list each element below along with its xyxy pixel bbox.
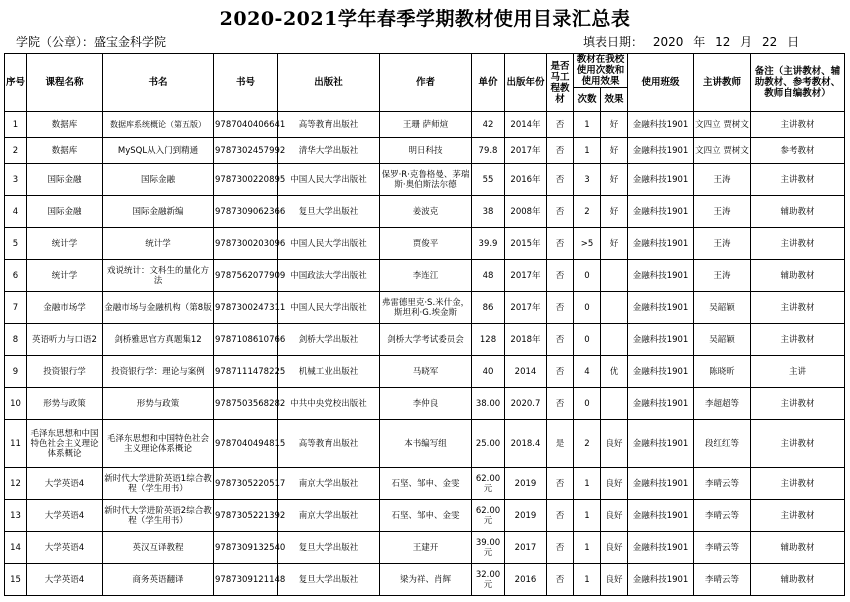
- table-row[interactable]: [5, 532, 845, 564]
- cell-maji[interactable]: 否: [547, 164, 574, 196]
- cell-seq[interactable]: 3: [5, 164, 27, 196]
- cell-teacher[interactable]: 李晴云等: [694, 532, 751, 564]
- cell-price[interactable]: 25.00: [472, 420, 505, 468]
- table-row[interactable]: [5, 388, 845, 420]
- cell-book[interactable]: MySQL从入门到精通: [103, 138, 214, 164]
- cell-author[interactable]: 王建开: [380, 532, 472, 564]
- cell-author[interactable]: 王珊 萨师煊: [380, 112, 472, 138]
- cell-book[interactable]: 金融市场与金融机构（第8版: [103, 292, 214, 324]
- cell-class[interactable]: 金融科技1901: [628, 468, 694, 500]
- header-maji: 是否马工程教材: [547, 54, 574, 112]
- cell-effect[interactable]: 良好: [601, 564, 628, 596]
- school-name: 盛宝金科学院: [94, 35, 167, 49]
- cell-book[interactable]: 新时代大学进阶英语1综合教程（学生用书）: [103, 468, 214, 500]
- cell-price[interactable]: 79.8: [472, 138, 505, 164]
- cell-effect[interactable]: 好: [601, 164, 628, 196]
- cell-maji[interactable]: 是: [547, 420, 574, 468]
- cell-isbn[interactable]: 9787300203096: [214, 228, 278, 260]
- cell-course[interactable]: 国际金融: [27, 196, 103, 228]
- cell-book[interactable]: 数据库系统概论（第五版）: [103, 112, 214, 138]
- cell-year[interactable]: 2014年: [505, 112, 547, 138]
- cell-times[interactable]: 1: [574, 112, 601, 138]
- cell-times[interactable]: 1: [574, 532, 601, 564]
- cell-book[interactable]: 统计学: [103, 228, 214, 260]
- cell-seq[interactable]: 12: [5, 468, 27, 500]
- cell-year[interactable]: 2016: [505, 564, 547, 596]
- table-row[interactable]: [5, 292, 845, 324]
- table-row[interactable]: [5, 500, 845, 532]
- cell-course[interactable]: 数据库: [27, 138, 103, 164]
- cell-course[interactable]: 数据库: [27, 112, 103, 138]
- cell-teacher[interactable]: 李晴云等: [694, 468, 751, 500]
- cell-class[interactable]: 金融科技1901: [628, 228, 694, 260]
- cell-class[interactable]: 金融科技1901: [628, 196, 694, 228]
- cell-effect[interactable]: 好: [601, 196, 628, 228]
- cell-teacher[interactable]: 王涛: [694, 228, 751, 260]
- cell-class[interactable]: 金融科技1901: [628, 420, 694, 468]
- cell-publisher[interactable]: 清华大学出版社: [278, 138, 380, 164]
- cell-maji[interactable]: 否: [547, 468, 574, 500]
- cell-remark[interactable]: 主讲教材: [751, 420, 845, 468]
- cell-seq[interactable]: 13: [5, 500, 27, 532]
- cell-course[interactable]: 大学英语4: [27, 500, 103, 532]
- cell-remark[interactable]: 主讲教材: [751, 112, 845, 138]
- fill-date: [583, 33, 805, 51]
- cell-teacher[interactable]: 王涛: [694, 260, 751, 292]
- cell-isbn[interactable]: 9787309132540: [214, 532, 278, 564]
- cell-year[interactable]: 2016年: [505, 164, 547, 196]
- cell-maji[interactable]: 否: [547, 260, 574, 292]
- cell-course[interactable]: 大学英语4: [27, 532, 103, 564]
- cell-teacher[interactable]: 李晴云等: [694, 500, 751, 532]
- cell-teacher[interactable]: 李晴云等: [694, 564, 751, 596]
- page-title: 2020-2021学年春季学期教材使用目录汇总表: [219, 8, 631, 30]
- cell-isbn[interactable]: 9787108610766: [214, 324, 278, 356]
- cell-maji[interactable]: 否: [547, 356, 574, 388]
- header-class: 使用班级: [628, 54, 694, 112]
- cell-maji[interactable]: 否: [547, 228, 574, 260]
- cell-effect[interactable]: [601, 260, 628, 292]
- cell-author[interactable]: 保罗·R·克鲁格曼、茅瑞斯·奥伯斯法尔德: [380, 164, 472, 196]
- cell-remark[interactable]: 主讲: [751, 356, 845, 388]
- cell-teacher[interactable]: 段红红等: [694, 420, 751, 468]
- cell-book[interactable]: 国际金融: [103, 164, 214, 196]
- cell-author[interactable]: 剑桥大学考试委员会: [380, 324, 472, 356]
- table-row[interactable]: [5, 112, 845, 138]
- cell-times[interactable]: 1: [574, 500, 601, 532]
- cell-seq[interactable]: 2: [5, 138, 27, 164]
- cell-year[interactable]: 2015年: [505, 228, 547, 260]
- cell-class[interactable]: 金融科技1901: [628, 532, 694, 564]
- cell-price[interactable]: 38.00: [472, 388, 505, 420]
- cell-year[interactable]: 2017年: [505, 292, 547, 324]
- cell-remark[interactable]: 主讲教材: [751, 468, 845, 500]
- cell-class[interactable]: 金融科技1901: [628, 564, 694, 596]
- cell-times[interactable]: 0: [574, 260, 601, 292]
- cell-price[interactable]: 62.00元: [472, 500, 505, 532]
- cell-class[interactable]: 金融科技1901: [628, 356, 694, 388]
- cell-year[interactable]: 2019: [505, 500, 547, 532]
- date-month: 12: [715, 35, 731, 49]
- header-isbn: 书号: [214, 54, 278, 112]
- cell-class[interactable]: 金融科技1901: [628, 324, 694, 356]
- date-day-unit: 日: [787, 35, 800, 49]
- cell-author[interactable]: 梁为祥、肖辉: [380, 564, 472, 596]
- cell-remark[interactable]: 主讲教材: [751, 388, 845, 420]
- cell-effect[interactable]: 好: [601, 112, 628, 138]
- cell-seq[interactable]: 11: [5, 420, 27, 468]
- cell-year[interactable]: 2018.4: [505, 420, 547, 468]
- cell-times[interactable]: >5: [574, 228, 601, 260]
- cell-year[interactable]: 2017年: [505, 260, 547, 292]
- cell-year[interactable]: 2008年: [505, 196, 547, 228]
- cell-class[interactable]: 金融科技1901: [628, 112, 694, 138]
- cell-times[interactable]: 2: [574, 196, 601, 228]
- cell-book[interactable]: 投资银行学：理论与案例: [103, 356, 214, 388]
- cell-teacher[interactable]: 吴韶颖: [694, 324, 751, 356]
- cell-maji[interactable]: 否: [547, 500, 574, 532]
- header-effect: 效果: [601, 88, 628, 112]
- cell-year[interactable]: 2018年: [505, 324, 547, 356]
- cell-seq[interactable]: 15: [5, 564, 27, 596]
- cell-effect[interactable]: 好: [601, 228, 628, 260]
- cell-publisher[interactable]: 中国人民大学出版社: [278, 164, 380, 196]
- cell-effect[interactable]: 良好: [601, 468, 628, 500]
- cell-maji[interactable]: 否: [547, 196, 574, 228]
- cell-price[interactable]: 86: [472, 292, 505, 324]
- cell-seq[interactable]: 1: [5, 112, 27, 138]
- cell-remark[interactable]: 主讲教材: [751, 164, 845, 196]
- cell-isbn[interactable]: 9787562077909: [214, 260, 278, 292]
- cell-class[interactable]: 金融科技1901: [628, 138, 694, 164]
- cell-price[interactable]: 128: [472, 324, 505, 356]
- cell-author[interactable]: 贾俊平: [380, 228, 472, 260]
- cell-author[interactable]: 石坚、邹申、金雯: [380, 500, 472, 532]
- cell-isbn[interactable]: 9787309121148: [214, 564, 278, 596]
- cell-course[interactable]: 统计学: [27, 228, 103, 260]
- cell-seq[interactable]: 6: [5, 260, 27, 292]
- cell-times[interactable]: 0: [574, 324, 601, 356]
- cell-price[interactable]: 48: [472, 260, 505, 292]
- cell-publisher[interactable]: 中国人民大学出版社: [278, 228, 380, 260]
- cell-publisher[interactable]: 复旦大学出版社: [278, 532, 380, 564]
- cell-publisher[interactable]: 中国人民大学出版社: [278, 292, 380, 324]
- cell-isbn[interactable]: 9787503568282: [214, 388, 278, 420]
- cell-class[interactable]: 金融科技1901: [628, 500, 694, 532]
- cell-course[interactable]: 大学英语4: [27, 564, 103, 596]
- cell-isbn[interactable]: 9787040494815: [214, 420, 278, 468]
- cell-effect[interactable]: 良好: [601, 420, 628, 468]
- cell-times[interactable]: 3: [574, 164, 601, 196]
- cell-remark[interactable]: 主讲教材: [751, 324, 845, 356]
- date-label: 填表日期：: [583, 35, 644, 49]
- cell-book[interactable]: 形势与政策: [103, 388, 214, 420]
- cell-seq[interactable]: 7: [5, 292, 27, 324]
- table-row[interactable]: [5, 468, 845, 500]
- cell-course[interactable]: 统计学: [27, 260, 103, 292]
- cell-times[interactable]: 2: [574, 420, 601, 468]
- cell-author[interactable]: 姜波克: [380, 196, 472, 228]
- cell-publisher[interactable]: 南京大学出版社: [278, 500, 380, 532]
- cell-seq[interactable]: 5: [5, 228, 27, 260]
- cell-teacher[interactable]: 王涛: [694, 164, 751, 196]
- cell-year[interactable]: 2019: [505, 468, 547, 500]
- cell-effect[interactable]: 良好: [601, 532, 628, 564]
- header-course: 课程名称: [27, 54, 103, 112]
- cell-book[interactable]: 新时代大学进阶英语2综合教程（学生用书）: [103, 500, 214, 532]
- table-row[interactable]: [5, 138, 845, 164]
- cell-isbn[interactable]: 9787309062366: [214, 196, 278, 228]
- cell-isbn[interactable]: 9787305221392: [214, 500, 278, 532]
- cell-author[interactable]: 马晓军: [380, 356, 472, 388]
- cell-times[interactable]: 4: [574, 356, 601, 388]
- cell-book[interactable]: 英汉互译教程: [103, 532, 214, 564]
- cell-isbn[interactable]: 9787302457992: [214, 138, 278, 164]
- date-year-unit: 年: [693, 35, 706, 49]
- cell-effect[interactable]: 良好: [601, 500, 628, 532]
- cell-price[interactable]: 39.00元: [472, 532, 505, 564]
- header-usage: 教材在我校使用次数和使用效果: [574, 54, 628, 88]
- header-teacher: 主讲教师: [694, 54, 751, 112]
- table-row[interactable]: [5, 196, 845, 228]
- header-times: 次数: [574, 88, 601, 112]
- cell-price[interactable]: 32.00元: [472, 564, 505, 596]
- textbook-table: [4, 53, 845, 596]
- cell-publisher[interactable]: 高等教育出版社: [278, 420, 380, 468]
- header-publisher: 出版社: [278, 54, 380, 112]
- cell-author[interactable]: 弗雷德里克·S.米什金，斯坦利·G.埃金斯: [380, 292, 472, 324]
- cell-price[interactable]: 38: [472, 196, 505, 228]
- cell-remark[interactable]: 主讲教材: [751, 228, 845, 260]
- cell-book[interactable]: 毛泽东思想和中国特色社会主义理论体系概论: [103, 420, 214, 468]
- cell-course[interactable]: 大学英语4: [27, 468, 103, 500]
- cell-price[interactable]: 42: [472, 112, 505, 138]
- header-author: 作者: [380, 54, 472, 112]
- cell-author[interactable]: 明日科技: [380, 138, 472, 164]
- date-year: 2020: [652, 35, 684, 49]
- cell-year[interactable]: 2017年: [505, 138, 547, 164]
- cell-course[interactable]: 国际金融: [27, 164, 103, 196]
- header-pub-year: 出版年份: [505, 54, 547, 112]
- cell-author[interactable]: 石坚、邹申、金雯: [380, 468, 472, 500]
- cell-seq[interactable]: 14: [5, 532, 27, 564]
- cell-effect[interactable]: 好: [601, 138, 628, 164]
- cell-class[interactable]: 金融科技1901: [628, 260, 694, 292]
- cell-maji[interactable]: 否: [547, 112, 574, 138]
- cell-publisher[interactable]: 高等教育出版社: [278, 112, 380, 138]
- cell-effect[interactable]: [601, 324, 628, 356]
- cell-isbn[interactable]: 9787111478225: [214, 356, 278, 388]
- cell-course[interactable]: 金融市场学: [27, 292, 103, 324]
- cell-isbn[interactable]: 9787300247311: [214, 292, 278, 324]
- cell-seq[interactable]: 10: [5, 388, 27, 420]
- cell-seq[interactable]: 9: [5, 356, 27, 388]
- cell-publisher[interactable]: 剑桥大学出版社: [278, 324, 380, 356]
- cell-remark[interactable]: 辅助教材: [751, 260, 845, 292]
- cell-remark[interactable]: 主讲教材: [751, 500, 845, 532]
- school-label: 学院（公章）：: [16, 35, 95, 49]
- cell-maji[interactable]: 否: [547, 292, 574, 324]
- cell-times[interactable]: 1: [574, 564, 601, 596]
- cell-class[interactable]: 金融科技1901: [628, 164, 694, 196]
- table-row[interactable]: [5, 564, 845, 596]
- table-row[interactable]: [5, 164, 845, 196]
- cell-year[interactable]: 2014: [505, 356, 547, 388]
- header-seq: 序号: [5, 54, 27, 112]
- cell-isbn[interactable]: 9787040406641: [214, 112, 278, 138]
- cell-price[interactable]: 40: [472, 356, 505, 388]
- cell-remark[interactable]: 参考教材: [751, 138, 845, 164]
- cell-publisher[interactable]: 南京大学出版社: [278, 468, 380, 500]
- cell-times[interactable]: 0: [574, 388, 601, 420]
- cell-remark[interactable]: 辅助教材: [751, 564, 845, 596]
- cell-price[interactable]: 62.00元: [472, 468, 505, 500]
- date-month-unit: 月: [740, 35, 753, 49]
- header-price: 单价: [472, 54, 505, 112]
- cell-times[interactable]: 1: [574, 468, 601, 500]
- cell-maji[interactable]: 否: [547, 532, 574, 564]
- header-book: 书名: [103, 54, 214, 112]
- cell-publisher[interactable]: 复旦大学出版社: [278, 196, 380, 228]
- cell-course[interactable]: 英语听力与口语2: [27, 324, 103, 356]
- cell-price[interactable]: 39.9: [472, 228, 505, 260]
- cell-teacher[interactable]: 文四立 贾树文: [694, 138, 751, 164]
- cell-remark[interactable]: 辅助教材: [751, 196, 845, 228]
- table-row[interactable]: [5, 324, 845, 356]
- cell-publisher[interactable]: 机械工业出版社: [278, 356, 380, 388]
- school-info: [16, 33, 166, 51]
- cell-maji[interactable]: 否: [547, 388, 574, 420]
- cell-teacher[interactable]: 王涛: [694, 196, 751, 228]
- cell-effect[interactable]: [601, 388, 628, 420]
- cell-year[interactable]: 2017: [505, 532, 547, 564]
- cell-maji[interactable]: 否: [547, 564, 574, 596]
- header-row-1: [5, 54, 845, 88]
- cell-times[interactable]: 1: [574, 138, 601, 164]
- cell-teacher[interactable]: 陈晓昕: [694, 356, 751, 388]
- cell-author[interactable]: 李连江: [380, 260, 472, 292]
- cell-publisher[interactable]: 复旦大学出版社: [278, 564, 380, 596]
- cell-times[interactable]: 0: [574, 292, 601, 324]
- cell-book[interactable]: 商务英语翻译: [103, 564, 214, 596]
- date-day: 22: [762, 35, 778, 49]
- cell-book[interactable]: 剑桥雅思官方真题集12: [103, 324, 214, 356]
- cell-author[interactable]: 本书编写组: [380, 420, 472, 468]
- cell-class[interactable]: 金融科技1901: [628, 388, 694, 420]
- cell-maji[interactable]: 否: [547, 324, 574, 356]
- cell-course[interactable]: 毛泽东思想和中国特色社会主义理论体系概论: [27, 420, 103, 468]
- cell-teacher[interactable]: 文四立 贾树文: [694, 112, 751, 138]
- cell-isbn[interactable]: 9787300220895: [214, 164, 278, 196]
- cell-course[interactable]: 投资银行学: [27, 356, 103, 388]
- table-row[interactable]: [5, 356, 845, 388]
- cell-seq[interactable]: 4: [5, 196, 27, 228]
- cell-teacher[interactable]: 吴韶颖: [694, 292, 751, 324]
- cell-teacher[interactable]: 李超超等: [694, 388, 751, 420]
- cell-publisher[interactable]: 中国政法大学出版社: [278, 260, 380, 292]
- cell-seq[interactable]: 8: [5, 324, 27, 356]
- cell-publisher[interactable]: 中共中央党校出版社: [278, 388, 380, 420]
- table-row[interactable]: [5, 420, 845, 468]
- cell-isbn[interactable]: 9787305220517: [214, 468, 278, 500]
- cell-remark[interactable]: 主讲教材: [751, 292, 845, 324]
- table-row[interactable]: [5, 260, 845, 292]
- cell-remark[interactable]: 辅助教材: [751, 532, 845, 564]
- cell-effect[interactable]: [601, 292, 628, 324]
- cell-course[interactable]: 形势与政策: [27, 388, 103, 420]
- cell-maji[interactable]: 否: [547, 138, 574, 164]
- cell-effect[interactable]: 优: [601, 356, 628, 388]
- cell-class[interactable]: 金融科技1901: [628, 292, 694, 324]
- cell-year[interactable]: 2020.7: [505, 388, 547, 420]
- cell-book[interactable]: 戏说统计：文科生的量化方法: [103, 260, 214, 292]
- cell-price[interactable]: 55: [472, 164, 505, 196]
- cell-author[interactable]: 李仲良: [380, 388, 472, 420]
- cell-book[interactable]: 国际金融新编: [103, 196, 214, 228]
- header-remark: 备注（主讲教材、辅助教材、参考教材、教师自编教材）: [751, 54, 845, 112]
- table-row[interactable]: [5, 228, 845, 260]
